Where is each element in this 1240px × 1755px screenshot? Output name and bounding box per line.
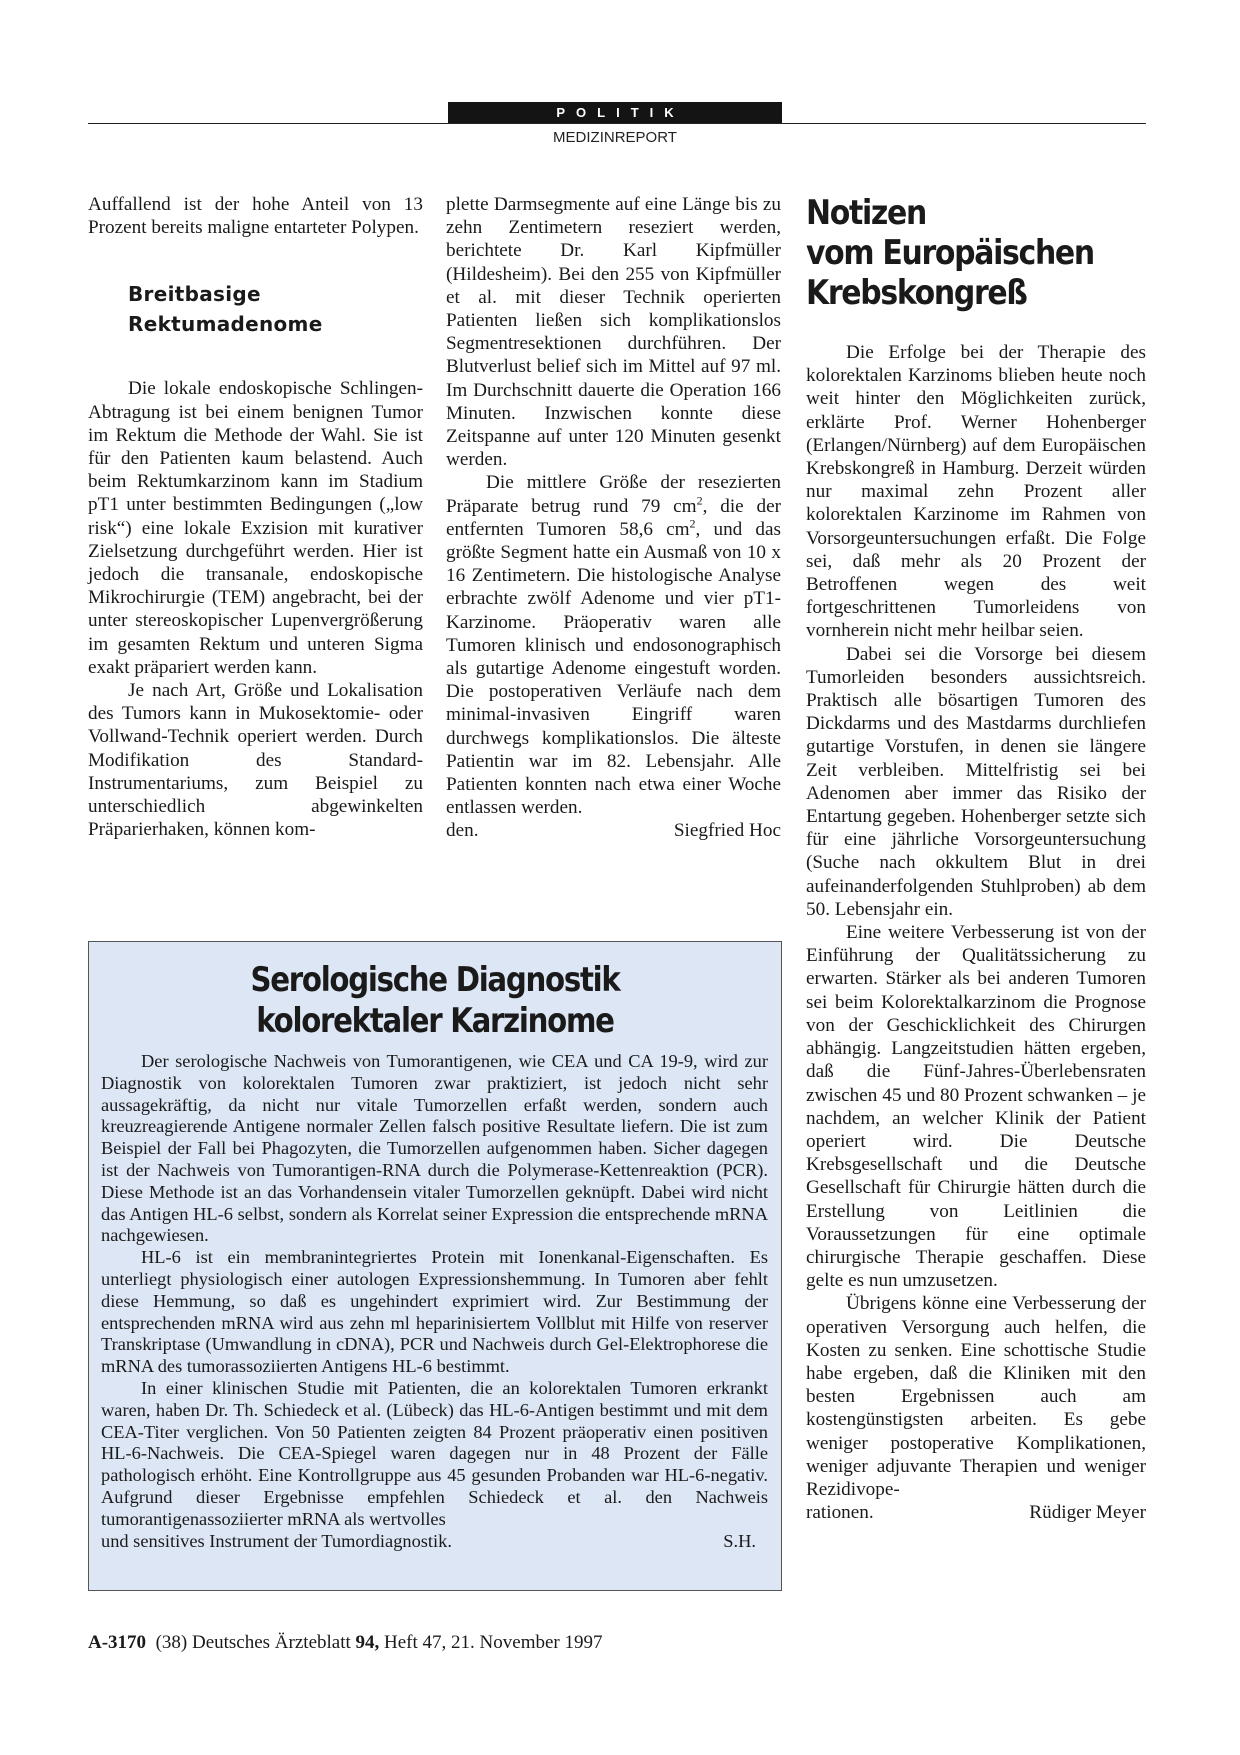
superscript: 2 [696, 493, 703, 508]
issue-info: Heft 47, 21. November 1997 [384, 1632, 603, 1653]
paragraph: plette Darmsegmente auf eine Länge bis zu zehn Zentimetern reseziert werden, berichtete Dr. Karl Kipfmüller (Hildesheim). Bei den 255 von Kipfmüller et al. mit dieser Technik operierten Patienten ließen sich komplikationslos Segmentresektionen durchführen. Der Blutverlust belief sich im Mittel auf 97 ml. Im Durchschnitt dauerte die Operation 166 Minuten. Inzwischen konnte diese Zeitspanne auf unter 120 Minuten gesenkt werden. [446, 194, 781, 471]
signature-line [101, 1531, 768, 1553]
text-run: Die mittlere Größe der resezierten Präparate betrug rund 79 cm [446, 472, 781, 517]
article-column-3 [806, 341, 1146, 1524]
subheading-line: Breitbasige [128, 282, 261, 307]
article-column-1 [88, 193, 423, 841]
box-title-line: Serologische Diagnostik [250, 960, 620, 1000]
last-word: rationen. [806, 1502, 874, 1524]
headline-line: Krebskongreß [806, 273, 1027, 313]
paragraph: Die lokale endoskopische Schlingen-Abtragung ist bei einem benignen Tumor im Rektum die Methode der Wahl. Sie ist für den Patienten kaum belastend. Auch beim Rektumkarzinom kann im Stadium pT1 unter bestimmten Bedingungen („low risk“) eine lokale Exzision mit kurativer Zielsetzung durchgeführt werden. Hier ist jedoch die transanale, endoskopische Mikrochirurgie (TEM) angebracht, bei der unter stereoskopischer Lupenvergrößerung im gesamten Rektum und unteren Sigma exakt präpariert werden kann. [88, 378, 423, 678]
author-signature: Siegfried Hoc [673, 820, 781, 842]
last-line: und sensitives Instrument der Tumordiagnostik. [101, 1530, 452, 1551]
box-body [101, 1051, 768, 1552]
volume-number: 94, [355, 1632, 380, 1653]
paragraph: Dabei sei die Vorsorge bei diesem Tumorleiden besonders aussichtsreich. Praktisch alle bösartigen Tumoren des Dickdarms und des Mastdarms durchliefen gutartige Vorstufen, in denen sie längere Zeit verbleiben. Mittelfristig sei bei Adenomen aber immer das Risiko der Entartung gegeben. Hohenberger setzte sich für eine jährliche Vorsorgeuntersuchung (Suche nach okkultem Blut in drei aufeinanderfolgenden Stuhlproben) ab dem 50. Lebensjahr ein. [806, 643, 1146, 920]
paragraph: HL-6 ist ein membranintegriertes Protein mit Ionenkanal-Eigenschaften. Es unterliegt physiologisch einer autologen Expressionshemmung. In Tumoren aber fehlt diese Hemmung, so daß es ungehindert exprimiert wird. Zur Bestimmung der entsprechenden mRNA wird aus zehn ml heparinisiertem Vollblut mit Hilfe von reserver Transkriptase (Umwandlung in cDNA), PCR und Nachweis durch Gel-Elektrophorese die mRNA des tumorassoziierten Antigens HL-6 bestimmt. [101, 1247, 768, 1377]
subsection-label: MEDIZINREPORT [553, 129, 677, 146]
subheading-line: Rektumadenome [128, 312, 323, 337]
text-run: , und das größte Segment hatte ein Ausmaß von 10 x 16 Zentimetern. Die histologische Analyse erbrachte zwölf Adenome und vier pT1-Karzinome. Präoperativ waren alle Tumoren klinisch und endosonographisch als gutartige Adenome eingestuft worden. Die postoperativen Verläufe nach dem minimal-invasiven Eingriff waren durchwegs komplikationslos. Die älteste Patientin war im 82. Lebensjahr. Alle Patienten konnten nach etwa einer Woche entlassen werden. [446, 518, 781, 819]
page-number: A-3170 [88, 1632, 147, 1653]
text-run: , die der entfernten Tumoren 58,6 cm [446, 495, 781, 540]
paragraph: Je nach Art, Größe und Lokalisation des Tumors kann in Mukosektomie- oder Vollwand-Technik operiert werden. Durch Modifikation des Standard-Instrumentariums, zum Beispiel zu unterschiedlich abgewinkelten Präparierhaken, können kom- [88, 680, 423, 841]
paragraph [446, 471, 781, 819]
subheading [128, 279, 423, 339]
paragraph: Die Erfolge bei der Therapie des kolorektalen Karzinoms blieben heute noch weit hinter den Möglichkeiten zurück, erklärte Prof. Werner Hohenberger (Erlangen/Nürnberg) auf dem Europäischen Krebskongreß in Hamburg. Derzeit würden nur maximal zehn Prozent aller kolorektalen Karzinome im Rahmen von Vorsorgeuntersuchungen erfaßt. Die Folge sei, daß mehr als 20 Prozent der Betroffenen wegen des weit fortgeschrittenen Tumorleidens von vornherein nicht mehr heilbar seien. [806, 342, 1146, 642]
superscript: 2 [689, 516, 696, 531]
paragraph: Auffallend ist der hohe Anteil von 13 Prozent bereits maligne entarteter Polypen. [88, 194, 423, 239]
last-word: den. [446, 820, 479, 842]
header-rule [88, 123, 1146, 124]
box-title-line: kolorektaler Karzinome [256, 1001, 614, 1041]
paragraph: Der serologische Nachweis von Tumorantigenen, wie CEA und CA 19-9, wird zur Diagnostik von kolorektalen Tumoren zwar praktiziert, ist jedoch nicht sehr aussagekräftig, da nicht nur vitale Tumorzellen erfaßt werden, sondern auch kreuzreagierende Antigene normaler Zellen falsch positive Resultate liefern. Die ist zum Beispiel der Fall bei Phagozyten, die Tumorzellen aufgenommen haben. Sicher dagegen ist der Nachweis von Tumorantigen-RNA durch die Polymerase-Kettenreaktion (PCR). Diese Methode ist an das Vorhandensein vitaler Tumorzellen geknüpft. Dabei wird nicht das Antigen HL-6 selbst, sondern als Korrelat seiner Expression die entsprechende mRNA nachgewiesen. [101, 1051, 768, 1246]
article-headline [806, 193, 1105, 313]
article-column-2 [446, 193, 781, 843]
journal-name: (38) Deutsches Ärzteblatt [155, 1632, 351, 1653]
box-signature: S.H. [723, 1530, 756, 1551]
page-footer [88, 1632, 603, 1654]
paragraph: In einer klinischen Studie mit Patienten, die an kolorektalen Tumoren erkrankt waren, haben Dr. Th. Schiedeck et al. (Lübeck) das HL-6-Antigen bestimmt und mit dem CEA-Titer verglichen. Von 50 Patienten zeigten 84 Prozent präoperativ einen positiven HL-6-Nachweis. Die CEA-Spiegel waren dagegen nur in 48 Prozent der Fälle pathologisch erhöht. Eine Kontrollgruppe aus 45 gesunden Probanden war HL-6-negativ. Aufgrund dieser Ergebnisse empfehlen Schiedeck et al. den Nachweis tumorantigenassoziierter mRNA als wertvolles [101, 1377, 768, 1529]
box-title [137, 960, 732, 1042]
info-box [88, 941, 782, 1591]
headline-line: vom Europäischen [806, 233, 1094, 273]
paragraph: Übrigens könne eine Verbesserung der operativen Versorgung auch helfen, die Kosten zu senken. Eine schottische Studie habe ergeben, daß die Kliniken mit den besten Ergebnissen auch am kostengünstigsten arbeiten. Es gebe weniger postoperative Komplikationen, weniger adjuvante Therapien und weniger Rezidivope- [806, 1293, 1146, 1500]
author-signature: Rüdiger Meyer [1029, 1502, 1146, 1524]
signature-line [806, 1501, 1146, 1524]
paragraph: Eine weitere Verbesserung ist von der Einführung der Qualitätssicherung zu erwarten. Stärker als bei anderen Tumoren sei beim Kolorektalkarzinom die Prognose von der Geschicklichkeit des Chirurgen abhängig. Langzeitstudien hätten ergeben, daß die Fünf-Jahres-Überlebensraten zwischen 45 und 80 Prozent schwanken – je nachdem, an welcher Klinik der Patient operiert wird. Die Deutsche Krebsgesellschaft und die Deutsche Gesellschaft für Chirurgie hätten durch die Erstellung von Leitlinien die Voraussetzungen für eine optimale chirurgische Therapie geschaffen. Diese gelte es nun umzusetzen. [806, 922, 1146, 1292]
headline-line: Notizen [806, 193, 926, 233]
section-label: POLITIK [448, 102, 782, 123]
signature-line [446, 819, 781, 842]
